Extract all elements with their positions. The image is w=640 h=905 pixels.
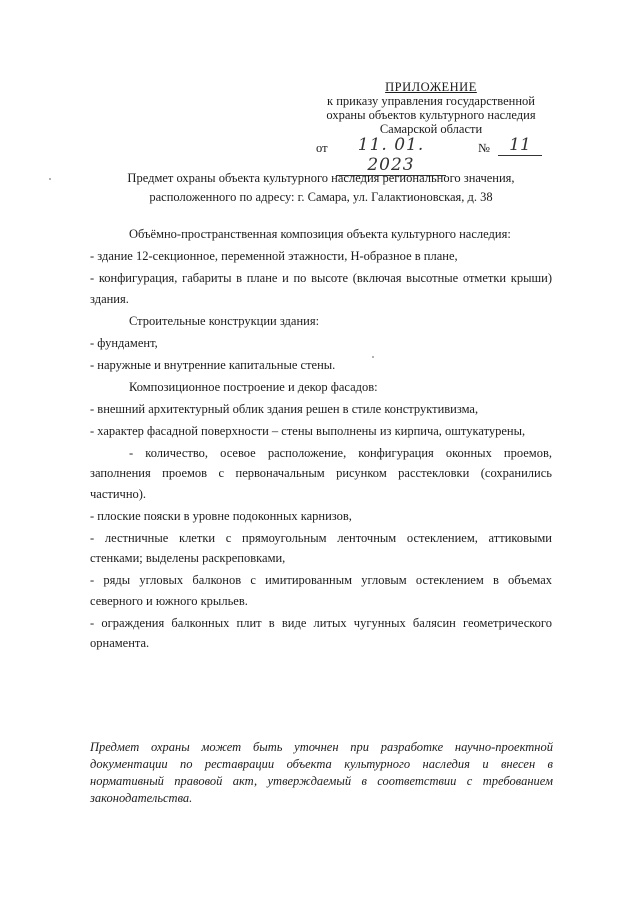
header-line-1: к приказу управления государственной: [327, 94, 535, 108]
body-paragraph: - количество, осевое расположение, конфигурация оконных проемов, заполнения проемов с первоначальным рисунком расстекловки (сохранились частично).: [90, 445, 552, 501]
order-date: 11. 01. 2023: [336, 135, 446, 176]
header-line-3: Самарской области: [379, 122, 483, 136]
body-paragraph: - наружные и внутренние капитальные стены.: [90, 357, 336, 372]
scan-speck: [49, 178, 51, 180]
appendix-header: [296, 80, 566, 136]
body-paragraph: - конфигурация, габариты в плане и по высоте (включая высотные отметки крыши) здания.: [90, 271, 552, 306]
body-paragraph: - плоские пояски в уровне подоконных карнизов,: [90, 508, 352, 523]
appendix-title: ПРИЛОЖЕНИЕ: [385, 80, 477, 94]
body-paragraph: - здание 12-секционное, переменной этажности, Н-образное в плане,: [90, 249, 458, 263]
body-paragraph: - фундамент,: [90, 335, 158, 350]
title-line-2: расположенного по адресу: г. Самара, ул. Галактионовская, д. 38: [149, 190, 493, 204]
document-title: [90, 169, 552, 207]
section-heading-facades: Композиционное построение и декор фасадов:: [129, 379, 378, 394]
document-body: [90, 224, 552, 654]
date-prefix: от: [316, 141, 328, 155]
section-heading-composition: Объёмно-пространственная композиция объекта культурного наследия:: [129, 227, 511, 241]
body-paragraph: - лестничные клетки с прямоугольным ленточным остеклением, аттиковыми стенками; выделены раскреповками,: [90, 530, 552, 565]
title-line-1: Предмет охраны объекта культурного наследия регионального значения,: [127, 171, 515, 185]
footnote-italic: Предмет охраны может быть уточнен при разработке научно-проектной документации по реставрации объекта культурного наследия и внесен в нормативный правовой акт, утверждаемый в соответствии с требованием законодательства.: [90, 740, 553, 805]
body-paragraph: - внешний архитектурный облик здания решен в стиле конструктивизма,: [90, 401, 479, 416]
scan-speck: [372, 356, 374, 358]
header-line-2: охраны объектов культурного наследия: [326, 108, 536, 122]
section-heading-structures: Строительные конструкции здания:: [129, 313, 320, 328]
body-paragraph: - ряды угловых балконов с имитированным угловым остеклением в объемах северного и южного крыльев.: [90, 573, 552, 608]
order-date-line: [316, 135, 546, 175]
body-paragraph: - характер фасадной поверхности – стены выполнены из кирпича, оштукатурены,: [90, 423, 526, 438]
order-number: 11: [498, 135, 542, 156]
number-label: №: [478, 141, 490, 155]
body-paragraph: - ограждения балконных плит в виде литых чугунных балясин геометрического орнамента.: [90, 615, 552, 650]
